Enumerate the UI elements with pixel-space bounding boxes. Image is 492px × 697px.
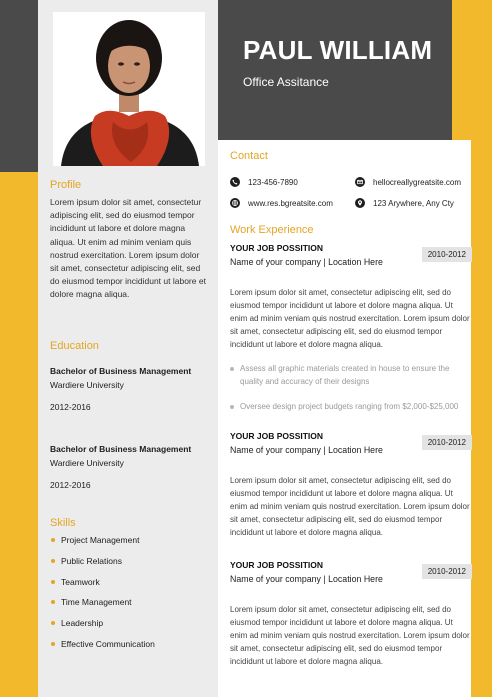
- education-degree: Bachelor of Business Management: [50, 444, 192, 454]
- contact-website-text: www.res.bgreatsite.com: [248, 198, 333, 208]
- profile-photo: [53, 12, 205, 166]
- location-pin-icon: [355, 198, 365, 208]
- job-position: YOUR JOB POSSITION: [230, 560, 324, 570]
- job-company: Name of your company | Location Here: [230, 257, 383, 267]
- job-bullet: Assess all graphic materials created in house to ensure the quality and accuracy of their designs: [230, 363, 472, 388]
- skill-item: Project Management: [50, 533, 155, 554]
- skill-item: Teamwork: [50, 575, 155, 596]
- work-heading: Work Experience: [230, 224, 314, 236]
- person-name: PAUL WILLIAM: [243, 35, 433, 65]
- bullet-dot-icon: [51, 559, 55, 563]
- education-degree: Bachelor of Business Management: [50, 366, 192, 376]
- job-description: Lorem ipsum dolor sit amet, consectetur adipiscing elit, sed do eiusmod tempor incididunt ut labore et dolore magna aliqua. Ut enim ad minim veniam quis nostrud exercitation. Lorem ipsum dolor sit amet, consectetur adipiscing elit, sed do eiusmod tempor incididunt ut labore et dolore magna aliqua.: [230, 288, 470, 350]
- skill-item: Effective Communication: [50, 637, 155, 658]
- contact-address-text: 123 Arywhere, Any Cty: [373, 198, 454, 208]
- job-company: Name of your company | Location Here: [230, 574, 383, 584]
- job-entry: [230, 560, 472, 668]
- contact-website[interactable]: [230, 198, 333, 208]
- education-school: Wardiere University: [50, 380, 124, 390]
- job-position: YOUR JOB POSSITION: [230, 243, 324, 253]
- skills-list: [50, 533, 155, 658]
- skill-item: Time Management: [50, 595, 155, 616]
- job-company: Name of your company | Location Here: [230, 445, 383, 455]
- right-accent-strip: [471, 140, 492, 697]
- job-dates: 2010-2012: [422, 564, 472, 579]
- profile-text: Lorem ipsum dolor sit amet, consectetur adipiscing elit, sed do eiusmod tempor incididunt ut labore et dolore magna aliqua. Ut enim ad minim veniam quis nostrud exercitation. Lorem ipsum dolor sit amet, consectetur adipiscing elit, sed do eiusmod tempor incididunt ut labore et dolore magna aliqua.: [50, 197, 206, 300]
- contact-phone[interactable]: [230, 177, 298, 187]
- header-banner: [218, 0, 452, 140]
- skill-item: Public Relations: [50, 554, 155, 575]
- job-dates: 2010-2012: [422, 247, 472, 262]
- job-title: Office Assitance: [243, 75, 329, 89]
- bullet-dot-icon: [51, 642, 55, 646]
- globe-icon: [230, 198, 240, 208]
- phone-icon: [230, 177, 240, 187]
- bullet-dot-icon: [51, 538, 55, 542]
- education-item: [50, 364, 210, 414]
- education-years: 2012-2016: [50, 480, 91, 490]
- job-entry: [230, 431, 472, 539]
- right-accent-block: [452, 0, 492, 140]
- job-entry: [230, 243, 472, 427]
- education-years: 2012-2016: [50, 402, 91, 412]
- email-icon: [355, 177, 365, 187]
- job-bullets: [230, 363, 472, 414]
- bullet-dot-icon: [51, 580, 55, 584]
- education-heading: Education: [50, 340, 99, 352]
- skills-heading: Skills: [50, 517, 76, 529]
- skill-item: Leadership: [50, 616, 155, 637]
- job-description: Lorem ipsum dolor sit amet, consectetur adipiscing elit, sed do eiusmod tempor incididunt ut labore et dolore magna aliqua. Ut enim ad minim veniam quis nostrud exercitation. Lorem ipsum dolor sit amet, consectetur adipiscing elit, sed do eiusmod tempor incididunt ut labore et dolore magna aliqua.: [230, 605, 470, 667]
- contact-heading: Contact: [230, 150, 268, 162]
- bullet-dot-icon: [230, 367, 234, 371]
- contact-email-text: hellocreallygreatsite.com: [373, 177, 462, 187]
- job-description: Lorem ipsum dolor sit amet, consectetur adipiscing elit, sed do eiusmod tempor incididunt ut labore et dolore magna aliqua. Ut enim ad minim veniam quis nostrud exercitation. Lorem ipsum dolor sit amet, consectetur adipiscing elit, sed do eiusmod tempor incididunt ut labore et dolore magna aliqua.: [230, 476, 470, 538]
- bullet-dot-icon: [51, 621, 55, 625]
- job-bullet: Oversee design project budgets ranging from $2,000-$25,000: [230, 401, 472, 414]
- left-accent-strip: [0, 172, 38, 697]
- left-dark-strip: [0, 0, 38, 172]
- contact-email[interactable]: [355, 177, 461, 187]
- bullet-dot-icon: [51, 600, 55, 604]
- education-item: [50, 442, 210, 492]
- contact-phone-text: 123-456-7890: [248, 177, 298, 187]
- profile-heading: Profile: [50, 179, 82, 191]
- contact-address: [355, 198, 454, 208]
- bullet-dot-icon: [230, 405, 234, 409]
- job-dates: 2010-2012: [422, 435, 472, 450]
- education-school: Wardiere University: [50, 458, 124, 468]
- job-position: YOUR JOB POSSITION: [230, 431, 324, 441]
